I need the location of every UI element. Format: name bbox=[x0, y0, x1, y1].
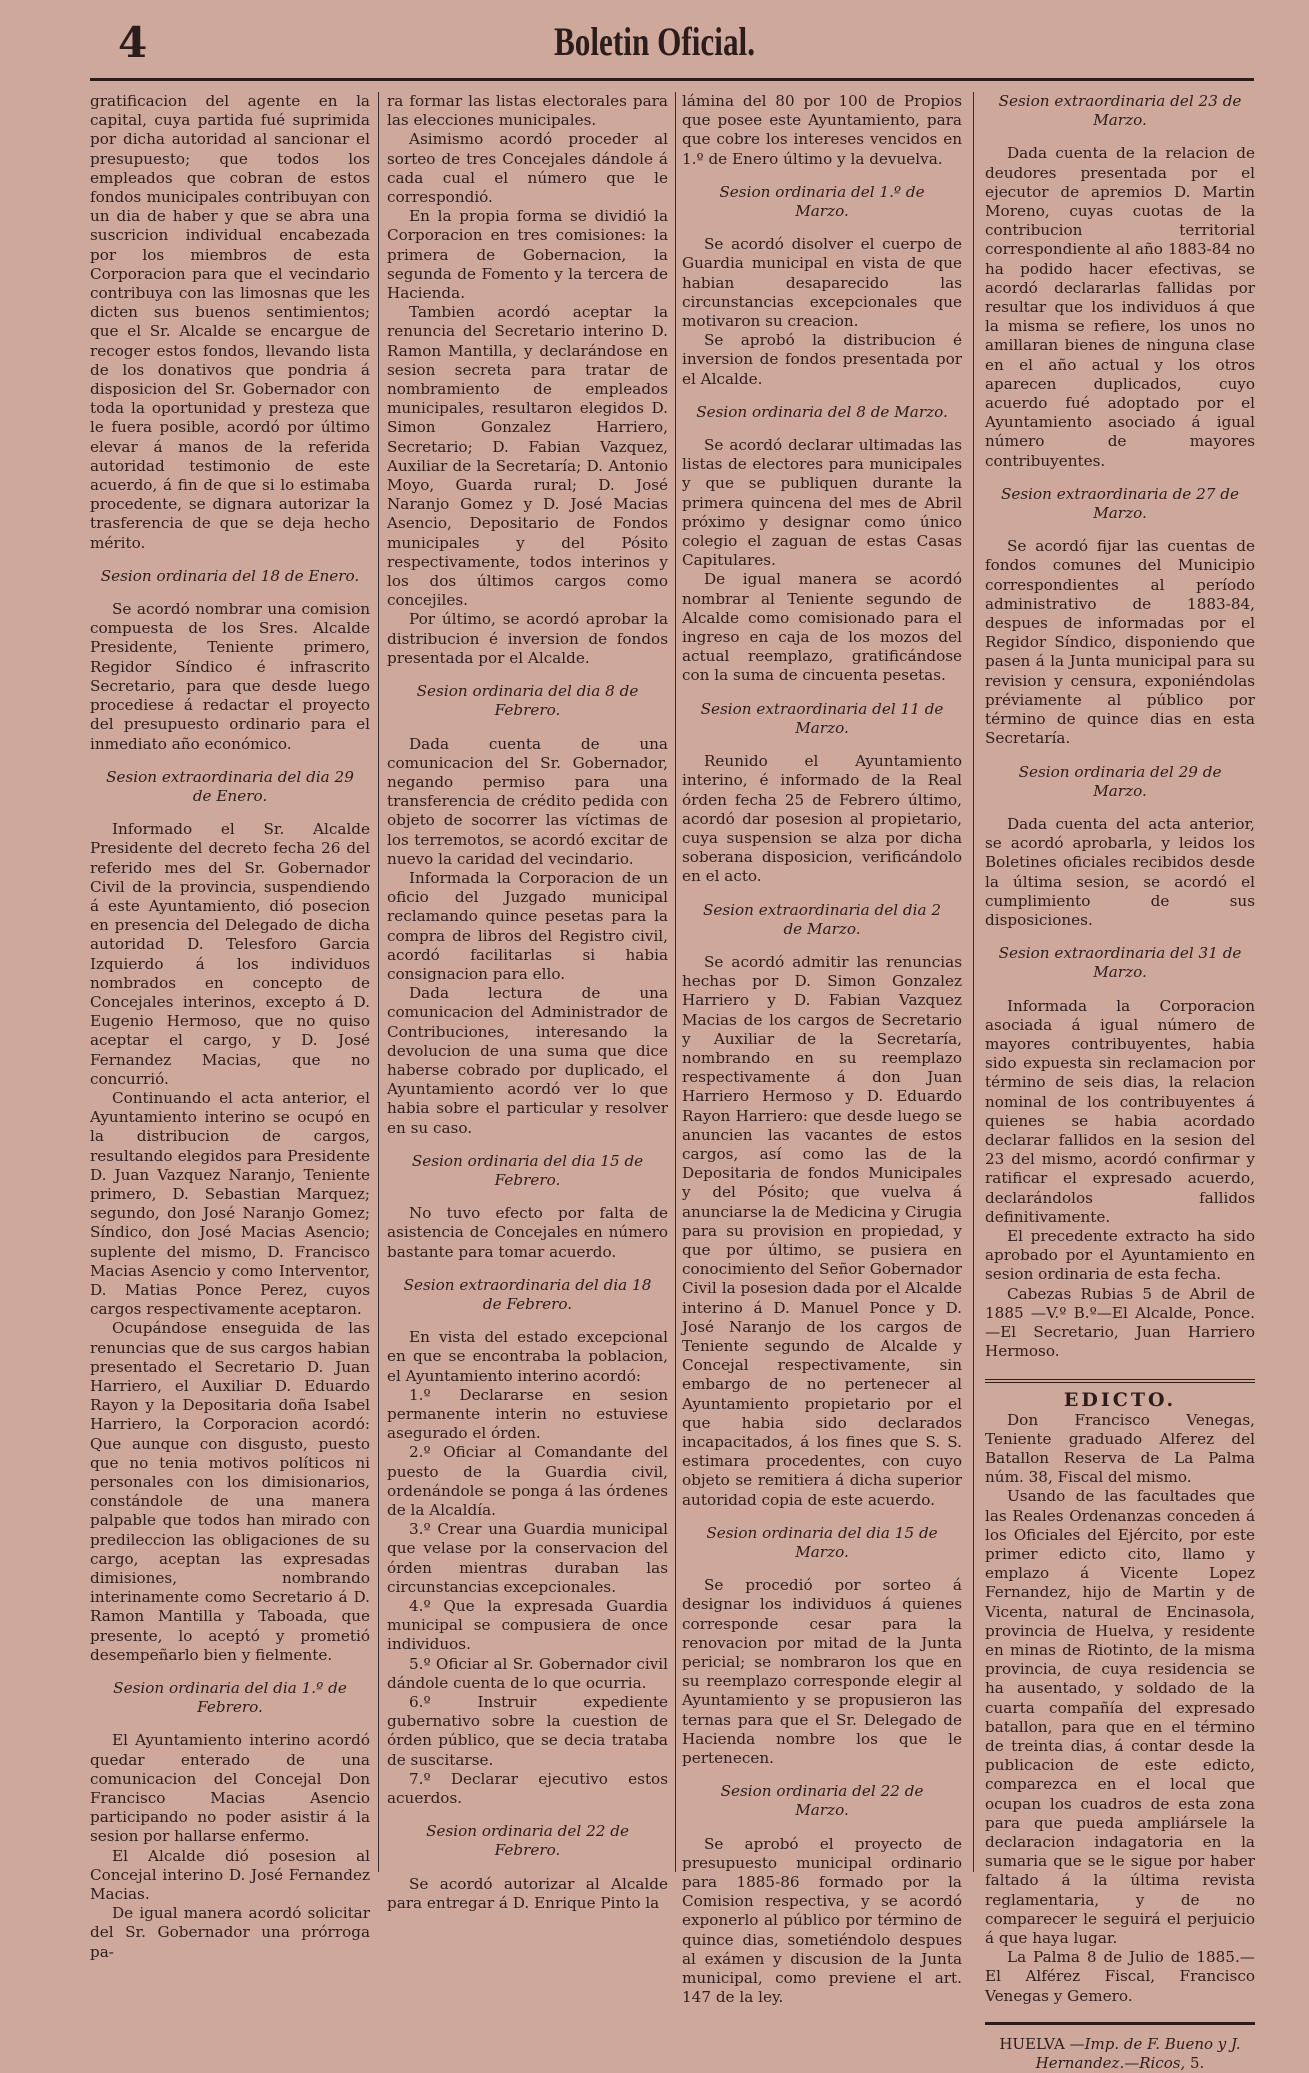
paragraph: En vista del estado excepcional en que se encontraba la poblacion, el Ayuntamiento interino acordó: bbox=[387, 1328, 668, 1385]
paragraph: Se aprobó el proyecto de presupuesto municipal ordinario para 1885-86 formado por la Comision respectiva, y se acordó exponerlo al público por término de quince dias, sometiéndolo despues al exámen y discusion de la Junta municipal, como previene el art. 147 de la ley. bbox=[682, 1834, 962, 2007]
paragraph: Informada la Corporacion asociada á igual número de mayores contribuyentes, habia sido expuesta sin reclamacion por término de seis dias, la relacion nominal de los contribuyentes á quienes se habia acordado declarar fallidos en la sesion del 23 del mismo, acordó confirmar y ratificar el expresado acuerdo, declarándolos fallidos definitivamente. bbox=[985, 996, 1255, 1226]
page-number: 4 bbox=[118, 18, 148, 67]
paragraph: Don Francisco Venegas, Teniente graduado Alferez del Batallon Reserva de La Palma núm. 38, Fiscal del mismo. bbox=[985, 1410, 1255, 1487]
header-rule bbox=[90, 78, 1254, 81]
session-heading: Sesion ordinaria del 22 de Febrero. bbox=[426, 1822, 629, 1860]
paragraph: El Ayuntamiento interino acordó quedar enterado de una comunicacion del Concejal Don Francisco Macias Asencio participando no poder asistir á la sesion por hallarse enfermo. bbox=[90, 1731, 370, 1846]
paragraph: El Alcalde dió posesion al Concejal interino D. José Fernandez Macias. bbox=[90, 1846, 370, 1904]
footer-rule bbox=[985, 2022, 1255, 2025]
imprint-number: 5. bbox=[1190, 2054, 1205, 2073]
paragraph: Se aprobó la distribucion é inversion de fondos presentada por el Alcalde. bbox=[682, 331, 962, 388]
imprint-printer: Imp. de F. Bueno y J. Hernandez. bbox=[1035, 2034, 1241, 2073]
list-item: 5.º Oficiar al Sr. Gobernador civil dándole cuenta de lo que ocurria. bbox=[387, 1654, 668, 1692]
paragraph: Se acordó fijar las cuentas de fondos comunes del Municipio correspondientes al período administrativo de 1883-84, despues de informadas por el Regidor Síndico, disponiendo que pasen á la Junta municipal para su revision y censura, exponiéndolas préviamente al público por término de quince dias en esta Secretaría. bbox=[985, 537, 1255, 748]
paragraph: Dada cuenta de la relacion de deudores presentada por el ejecutor de apremios D. Martin Moreno, cuyas cuotas de la contribucion territorial correspondiente al año 1883-84 no ha podido hacer efectivas, se acordó declararlas fallidas por resultar que los individuos á que la misma se refiere, los unos no amillaran bienes de ninguna clase en el año actual y los otros aparecen duplicados, cuyo acuerdo fué adoptado por el Ayuntamiento asociado á igual número de mayores contribuyentes. bbox=[985, 144, 1255, 470]
list-item: 1.º Declararse en sesion permanente interin no estuviese asegurado el órden. bbox=[387, 1385, 668, 1443]
column-1 bbox=[90, 92, 370, 1961]
paragraph: Informado el Sr. Alcalde Presidente del decreto fecha 26 del referido mes del Sr. Gobernador Civil de la provincia, suspendiendo á este Ayuntamiento, dió posecion en presencia del Delegado de dicha autoridad D. Telesforo Garcia Izquierdo á los individuos nombrados en concepto de Concejales interinos, excepto á D. Eugenio Hermoso, que no quiso aceptar el cargo, y D. José Fernandez Macias, que no concurrió. bbox=[90, 820, 370, 1088]
imprint-street: Ricos, bbox=[1139, 2054, 1186, 2073]
session-heading: Sesion extraordinaria del dia 29 de Enero. bbox=[106, 767, 354, 805]
list-item: 6.º Instruir expediente gubernativo sobre la cuestion de órden público, que se decia trataba de suscitarse. bbox=[387, 1693, 668, 1769]
column-2 bbox=[387, 92, 668, 1912]
printer-imprint: HUELVA —Imp. de F. Bueno y J. Hernandez.—Ricos, 5. bbox=[999, 2034, 1241, 2073]
signature-line: Cabezas Rubias 5 de Abril de 1885 —V.º B.º—El Alcalde, Ponce. —El Secretario, Juan Harriero Hermoso. bbox=[985, 1284, 1255, 1361]
list-item: 4.º Que la expresada Guardia municipal se compusiera de once individuos. bbox=[387, 1597, 668, 1654]
session-heading: Sesion extraordinaria del 23 de Marzo. bbox=[998, 92, 1242, 130]
session-heading: Sesion ordinaria del dia 1.º de Febrero. bbox=[113, 1679, 347, 1717]
list-item: 7.º Declarar ejecutivo estos acuerdos. bbox=[387, 1769, 668, 1808]
paragraph: Dada cuenta del acta anterior, se acordó aprobarla, y leidos los Boletines oficiales recibidos desde la última sesion, se acordó el cumplimiento de sus disposiciones. bbox=[985, 814, 1255, 929]
paragraph: Informada la Corporacion de un oficio del Juzgado municipal reclamando quince pesetas para la compra de libros del Registro civil, acordó facilitarlas si habia consignacion para ello. bbox=[387, 868, 668, 983]
columns bbox=[90, 92, 1255, 2073]
page-header bbox=[0, 0, 1309, 78]
paragraph: Ocupándose enseguida de las renuncias que de sus cargos habian presentado el Secretario D. Juan Harriero, el Auxiliar D. Eduardo Rayon y la Depositaria doña Isabel Harriero, la Corporacion acordó: Que aunque con disgusto, puesto que no tenia motivos políticos ni personales con los dimisionarios, constándole de una manera palpable que todos han mirado con predileccion las obligaciones de su cargo, aceptan las expresadas dimisiones, nombrando interinamente como Secretario á D. Ramon Mantilla y Taboada, que presente, lo aceptó y prometió desempeñarlo bien y fielmente. bbox=[90, 1319, 370, 1664]
paragraph: De igual manera se acordó nombrar al Teniente segundo de Alcalde como comisionado para el ingreso en caja de los mozos del actual reemplazo, gratificándose con la suma de cincuenta pesetas. bbox=[682, 570, 962, 685]
session-heading: Sesion ordinaria del dia 15 de Marzo. bbox=[706, 1523, 938, 1562]
section-rule bbox=[985, 1379, 1255, 1385]
paragraph: lámina del 80 por 100 de Propios que posee este Ayuntamiento, para que cobre los intereses vencidos en 1.º de Enero último y la devuelva. bbox=[682, 92, 962, 168]
paragraph: Se acordó autorizar al Alcalde para entregar á D. Enrique Pinto la bbox=[387, 1874, 668, 1912]
session-heading: Sesion ordinaria del dia 8 de Febrero. bbox=[416, 682, 639, 720]
column-3 bbox=[682, 92, 962, 2007]
paragraph: Asimismo acordó proceder al sorteo de tres Concejales dándole á cada cual el número que le correspondió. bbox=[387, 130, 668, 207]
paragraph: El precedente extracto ha sido aprobado por el Ayuntamiento en sesion ordinaria de esta fecha. bbox=[985, 1226, 1255, 1284]
paragraph: Continuando el acta anterior, el Ayuntamiento interino se ocupó en la distribucion de cargos, resultando elegidos para Presidente D. Juan Vazquez Naranjo, Teniente primero, D. Sebastian Marquez; segundo, don José Naranjo Gomez; Síndico, don José Macias Asencio; suplente del mismo, D. Francisco Macias Asencio y como Interventor, D. Matias Ponce Perez, cuyos cargos respectivamente aceptaron. bbox=[90, 1088, 370, 1319]
session-heading: Sesion extraordinaria de 27 de Marzo. bbox=[1001, 484, 1239, 523]
paragraph: Se acordó admitir las renuncias hechas por D. Simon Gonzalez Harriero y D. Fabian Vazquez Macias de los cargos de Secretario y Auxiliar de la Secretaría, nombrando en su reemplazo respectivamente á don Juan Harriero Hermoso y D. Eduardo Rayon Harriero: que desde luego se anuncien las vacantes de estos cargos, así como las de la Depositaria de fondos Municipales y del Pósito; que vuelva á anunciarse la de Medicina y Cirugia para su provision en propiedad, y que por último, se pusiera en conocimiento del Señor Gobernador Civil la posesion dada por el Alcalde interino á D. Manuel Ponce y D. José Naranjo de los cargos de Teniente segundo de Alcalde y Concejal respectivamente, sin embargo de no pertenecer al Ayuntamiento propietario por el que habia sido declarados incapacitados, á los fines que S. S. estimara procedentes, con cuyo objeto se remitiera á dicha superior autoridad copia de este acuerdo. bbox=[682, 952, 962, 1509]
paragraph: Se acordó declarar ultimadas las listas de electores para municipales y que se publiquen durante la primera quincena del mes de Abril próximo y designar como único colegio el zaguan de estas Casas Capitulares. bbox=[682, 436, 962, 570]
paragraph: ra formar las listas electorales para las elecciones municipales. bbox=[387, 92, 668, 130]
session-heading: Sesion extraordinaria del dia 18 de Febrero. bbox=[403, 1275, 652, 1313]
paragraph: En la propia forma se dividió la Corporacion en tres comisiones: la primera de Gobernacion, la segunda de Fomento y la tercera de Hacienda. bbox=[387, 207, 668, 303]
list-item: 3.º Crear una Guardia municipal que velase por la conservacion del órden mientras duraban las circunstancias excepcionales. bbox=[387, 1520, 668, 1596]
paragraph: Dada lectura de una comunicacion del Administrador de Contribuciones, interesando la devolucion de una suma que dice haberse cobrado por duplicado, el Ayuntamiento acordó ver lo que habia sobre el particular y resolver en su caso. bbox=[387, 984, 668, 1137]
session-heading: Sesion extraordinaria del 31 de Marzo. bbox=[998, 944, 1242, 982]
edicto-title: EDICTO. bbox=[1063, 1389, 1177, 1412]
session-heading: Sesion ordinaria del 1.º de Marzo. bbox=[719, 182, 925, 221]
paragraph: Reunido el Ayuntamiento interino, é informado de la Real órden fecha 25 de Febrero último, acordó dar posesion al propietario, cuya suspension se alza por dicha soberana disposicion, verificándolo en el acto. bbox=[682, 752, 962, 886]
session-heading: Sesion ordinaria del 8 de Marzo. bbox=[696, 402, 948, 421]
session-heading: Sesion extraordinaria del dia 2 de Marzo. bbox=[702, 900, 942, 938]
session-heading: Sesion extraordinaria del 11 de Marzo. bbox=[700, 699, 944, 737]
paragraph: Se procedió por sorteo á designar los individuos á quienes corresponde cesar para la renovacion por mitad de la Junta pericial; se nombraron los que en su reemplazo corresponde elegir al Ayuntamiento y se propusieron las ternas para que el Sr. Delegado de Hacienda nombre los que le pertenecen. bbox=[682, 1576, 962, 1768]
imprint-city: HUELVA bbox=[999, 2034, 1065, 2053]
paragraph: Por último, se acordó aprobar la distribucion é inversion de fondos presentada por el Alcalde. bbox=[387, 610, 668, 667]
signature-line: La Palma 8 de Julio de 1885.— El Alférez Fiscal, Francisco Venegas y Gemero. bbox=[985, 1948, 1255, 2005]
session-heading: Sesion ordinaria del 18 de Enero. bbox=[100, 566, 360, 585]
paragraph: De igual manera acordó solicitar del Sr. Gobernador una prórroga pa- bbox=[90, 1904, 370, 1961]
column-4 bbox=[985, 92, 1255, 2073]
session-heading: Sesion ordinaria del 29 de Marzo. bbox=[1018, 762, 1222, 800]
paragraph: Se acordó nombrar una comision compuesta de los Sres. Alcalde Presidente, Teniente primero, Regidor Síndico é infrascrito Secretario, para que desde luego procediese á redactar el proyecto del presupuesto ordinario para el inmediato año económico. bbox=[90, 600, 370, 753]
paragraph: Tambien acordó aceptar la renuncia del Secretario interino D. Ramon Mantilla, y declarándose en sesion secreta para tratar de nombramiento de empleados municipales, resultaron elegidos D. Simon Gonzalez Harriero, Secretario; D. Fabian Vazquez, Auxiliar de la Secretaría; D. Antonio Moyo, Guarda rural; D. José Naranjo Gomez y D. José Macias Asencio, Depositario de Fondos municipales y del Pósito respectivamente, todos interinos y los dos últimos cargos como concejiles. bbox=[387, 303, 668, 610]
paragraph: Se acordó disolver el cuerpo de Guardia municipal en vista de que habian desaparecido las circunstancias excepcionales que motivaron su creacion. bbox=[682, 235, 962, 331]
session-heading: Sesion ordinaria del dia 15 de Febrero. bbox=[411, 1151, 644, 1189]
column-divider bbox=[973, 92, 974, 1872]
session-heading: Sesion ordinaria del 22 de Marzo. bbox=[720, 1782, 924, 1820]
column-divider bbox=[675, 92, 676, 1872]
paragraph: gratificacion del agente en la capital, cuya partida fué suprimida por dicha autoridad al sancionar el presupuesto; que todos los empleados que cobran de estos fondos municipales contribuyan con un dia de haber y que se abra una suscricion individual encabezada por los miembros de esta Corporacion para que el vecindario contribuya con las limosnas que les dicten sus buenos sentimientos; que el Sr. Alcalde se encargue de recoger estos fondos, llevando lista de los donativos que pondria á disposicion del Sr. Gobernador con toda la oportunidad y presteza que le fuera posible, acordó por último elevar á manos de la referida autoridad testimonio de este acuerdo, á fin de que si lo estimaba procedente, se dignara autorizar la trasferencia de que se deja hecho mérito. bbox=[90, 92, 370, 552]
paragraph: Dada cuenta de una comunicacion del Sr. Gobernador, negando permiso para una transferencia de crédito pedida con objeto de socorrer las víctimas de los terremotos, se acordó excitar de nuevo la caridad del vecindario. bbox=[387, 734, 668, 868]
paragraph: No tuvo efecto por falta de asistencia de Concejales en número bastante para tomar acuerdo. bbox=[387, 1204, 668, 1261]
list-item: 2.º Oficiar al Comandante del puesto de la Guardia civil, ordenándole se ponga á las órdenes de la Alcaldía. bbox=[387, 1443, 668, 1520]
column-divider bbox=[378, 92, 379, 1872]
paragraph: Usando de las facultades que las Reales Ordenanzas conceden á los Oficiales del Ejército, por este primer edicto cito, llamo y emplazo á Vicente Lopez Fernandez, hijo de Martin y de Vicenta, natural de Encinasola, provincia de Huelva, y residente en minas de Riotinto, de la misma provincia, de cuya residencia se ha ausentado, y soldado de la cuarta compañía del expresado batallon, para que en el término de treinta dias, á contar desde la publicacion de este edicto, comparezca en el local que ocupan los cuadros de esta zona para que pueda ampliársele la declaracion indagatoria en la sumaria que se le sigue por haber faltado á la última revista reglamentaria, y de no comparecer le seguirá el perjuicio á que haya lugar. bbox=[985, 1487, 1255, 1948]
masthead-title: Boletin Oficial. bbox=[553, 19, 756, 64]
